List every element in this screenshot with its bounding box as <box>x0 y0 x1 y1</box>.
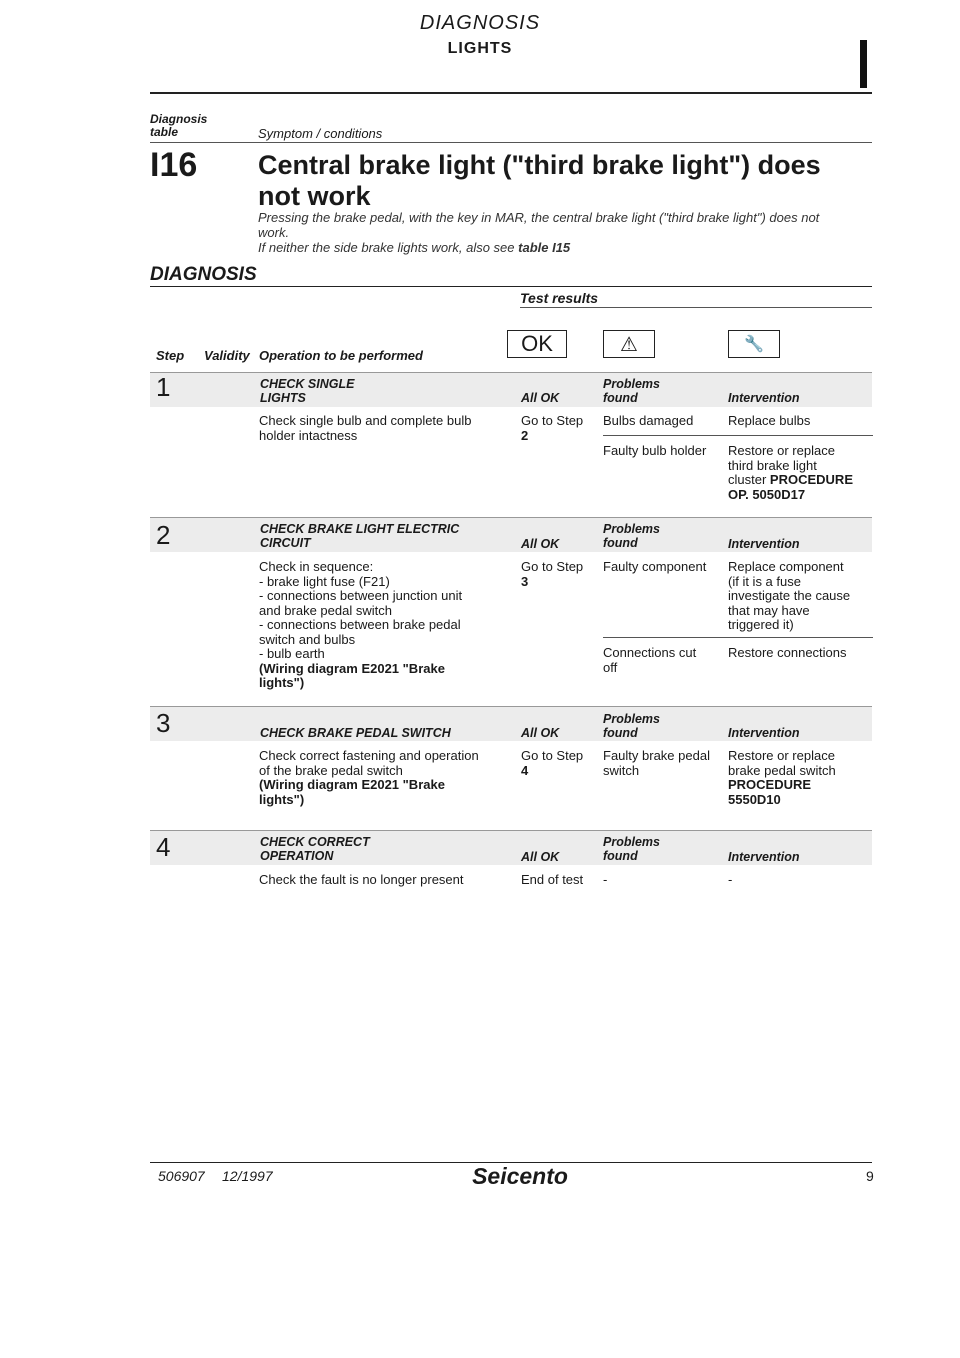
step-2-op-l4: and brake pedal switch <box>259 602 392 618</box>
step-2-action-1-l2: (if it is a fuse <box>728 573 801 589</box>
step-1-title <box>260 377 354 405</box>
step-1-procedure-code: OP. 5050D17 <box>728 486 806 502</box>
step-1-problem-2: Faulty bulb holder <box>603 443 707 458</box>
step-3-title: CHECK BRAKE PEDAL SWITCH <box>260 726 451 740</box>
step-2-title <box>260 522 459 550</box>
step-4-allok: All OK <box>521 850 560 864</box>
step-2-op-l6: switch and bulbs <box>259 631 356 647</box>
step-2-problems <box>603 522 660 550</box>
step-2-intervention: Intervention <box>728 537 800 551</box>
step-3-problems-l2: found <box>603 726 638 740</box>
desc-line3-prefix: If neither the side brake lights work, also see <box>258 240 519 255</box>
step-1-problems-l2: found <box>603 391 638 405</box>
step-4-problem: - <box>603 872 608 887</box>
step-1-op-l2: holder intactness <box>259 427 358 443</box>
section-subtitle: LIGHTS <box>447 40 513 57</box>
step-2-allok: All OK <box>521 537 560 551</box>
ok-icon-text: OK <box>521 331 553 356</box>
step-2-problem-2-l1: Connections cut <box>603 645 697 660</box>
step-3-result <box>521 749 583 778</box>
step-4-problems <box>603 835 660 863</box>
doc-number: 506907 <box>158 1168 205 1184</box>
step-3-result-l2: 4 <box>521 762 529 778</box>
step-2-op-l5: - connections between brake pedal <box>259 617 461 632</box>
step-2-op-l7: - bulb earth <box>259 646 325 661</box>
step-4-title <box>260 835 370 863</box>
step-2-op-l1: Check in sequence: <box>259 559 374 574</box>
step-2-row-divider <box>603 637 873 638</box>
step-4-title-l2: OPERATION <box>260 849 334 863</box>
step-2-action-1-l1: Replace component <box>728 559 844 574</box>
step-3-action-1-l2: brake pedal switch <box>728 762 836 778</box>
step-3-procedure-code: 5550D10 <box>728 791 781 807</box>
step-4-number: 4 <box>156 832 171 862</box>
step-2-result <box>521 560 583 589</box>
step-2-action-1 <box>728 560 850 633</box>
step-2-result-l2: 3 <box>521 573 529 589</box>
step-1-op-l1: Check single bulb and complete bulb <box>259 413 472 428</box>
step-4-action: - <box>728 872 733 887</box>
step-1-problem-1: Bulbs damaged <box>603 413 694 428</box>
header-rule <box>150 92 872 94</box>
step-3-op-l1: Check correct fastening and operation <box>259 748 479 763</box>
step-2-op-l3: - connections between junction unit <box>259 588 463 603</box>
step-2-problem-2-l2: off <box>603 659 618 675</box>
diag-label-line2: table <box>150 125 179 139</box>
wrench-icon <box>728 330 780 358</box>
warning-icon <box>603 330 655 358</box>
step-1-operation <box>259 414 471 443</box>
step-1-action-2-l3: cluster <box>728 472 767 487</box>
step-1-allok: All OK <box>521 391 560 405</box>
step-3-procedure: PROCEDURE <box>728 777 812 792</box>
doc-date: 12/1997 <box>222 1168 273 1184</box>
step-2-action-2: Restore connections <box>728 645 847 660</box>
symptom-label: Symptom / conditions <box>258 126 383 141</box>
step-2-problems-l1: Problems <box>603 522 660 536</box>
step-1-action-2 <box>728 444 853 502</box>
step-1-title-l1: CHECK SINGLE <box>260 377 355 391</box>
step-2-action-1-l4: that may have <box>728 602 810 618</box>
warning-icon-glyph: ⚠ <box>620 333 638 356</box>
step-2-wiring-ref-l2: lights") <box>259 675 305 690</box>
step-1-number: 1 <box>156 372 171 402</box>
step-1-action-2-l2: third brake light <box>728 457 817 473</box>
desc-line2: work. <box>258 225 290 240</box>
step-3-op-l2: of the brake pedal switch <box>259 762 403 778</box>
step-2-problem-1: Faulty component <box>603 559 707 574</box>
ok-icon <box>507 330 567 358</box>
step-2-problems-l2: found <box>603 536 638 550</box>
step-2-op-l2: - brake light fuse (F21) <box>259 573 390 589</box>
step-3-action-1-l1: Restore or replace <box>728 748 835 763</box>
step-4-intervention: Intervention <box>728 850 800 864</box>
section-title: DIAGNOSIS <box>419 12 541 34</box>
step-3-wiring-ref-l2: lights") <box>259 791 305 807</box>
step-4-problems-l1: Problems <box>603 835 660 849</box>
step-1-result <box>521 414 583 443</box>
step-3-problem-1-l1: Faulty brake pedal <box>603 748 710 763</box>
step-1-problems <box>603 377 660 405</box>
diagnosis-table-label <box>150 113 207 139</box>
diagnosis-heading: DIAGNOSIS <box>150 264 257 285</box>
step-3-problem-1-l2: switch <box>603 762 640 778</box>
step-1-intervention: Intervention <box>728 391 800 405</box>
test-results-label: Test results <box>520 290 599 306</box>
test-results-rule <box>520 307 872 308</box>
table-reference: table I15 <box>518 240 571 255</box>
fault-title-line1: Central brake light ("third brake light") does <box>258 150 821 180</box>
step-3-allok: All OK <box>521 726 560 740</box>
step-3-operation <box>259 749 479 807</box>
step-3-action-1 <box>728 749 836 807</box>
wrench-icon-glyph: 🔧 <box>744 336 764 353</box>
step-2-number: 2 <box>156 520 171 550</box>
fault-title-line2: not work <box>258 181 371 211</box>
step-4-result: End of test <box>521 872 584 887</box>
page-number: 9 <box>866 1168 874 1184</box>
section-marker <box>860 40 867 88</box>
col-operation: Operation to be performed <box>259 348 423 363</box>
step-2-action-1-l3: investigate the cause <box>728 588 851 603</box>
col-validity: Validity <box>204 348 250 363</box>
step-1-procedure: PROCEDURE <box>769 472 853 487</box>
step-4-problems-l2: found <box>603 849 638 863</box>
step-1-title-l2: LIGHTS <box>260 391 306 405</box>
fault-title <box>258 150 868 212</box>
step-2-operation <box>259 560 462 691</box>
step-3-number: 3 <box>156 708 171 738</box>
desc-line3 <box>258 240 878 255</box>
desc-line1: Pressing the brake pedal, with the key in MAR, the central brake light ("third brake light") does not <box>258 210 820 225</box>
brand-logo: Seicento <box>472 1163 568 1189</box>
step-4-title-l1: CHECK CORRECT <box>260 835 370 849</box>
step-2-result-l1: Go to Step <box>521 559 584 574</box>
step-2-action-1-l5: triggered it) <box>728 617 794 632</box>
step-2-problem-2 <box>603 646 696 675</box>
step-1-row-divider <box>603 435 873 436</box>
diag-label-line1: Diagnosis <box>150 112 208 126</box>
step-2-title-l2: CIRCUIT <box>260 536 311 550</box>
step-3-wiring-ref-l1: (Wiring diagram E2021 "Brake <box>259 777 445 792</box>
step-3-result-l1: Go to Step <box>521 748 584 763</box>
col-step: Step <box>156 348 185 363</box>
step-3-problem-1 <box>603 749 710 778</box>
fault-description <box>258 210 878 255</box>
step-3-problems <box>603 712 660 740</box>
fault-code: I16 <box>150 146 198 184</box>
step-2-title-l1: CHECK BRAKE LIGHT ELECTRIC <box>260 522 460 536</box>
step-1-action-2-l1: Restore or replace <box>728 443 835 458</box>
step-1-problems-l1: Problems <box>603 377 660 391</box>
symptom-rule <box>150 142 872 143</box>
step-1-action-1: Replace bulbs <box>728 413 811 428</box>
step-1-result-l2: 2 <box>521 427 529 443</box>
step-4-operation: Check the fault is no longer present <box>259 872 464 887</box>
step-1-result-l1: Go to Step <box>521 413 584 428</box>
step-3-problems-l1: Problems <box>603 712 660 726</box>
step-3-intervention: Intervention <box>728 726 800 740</box>
step-2-wiring-ref-l1: (Wiring diagram E2021 "Brake <box>259 660 445 676</box>
diagnosis-rule <box>150 286 872 287</box>
